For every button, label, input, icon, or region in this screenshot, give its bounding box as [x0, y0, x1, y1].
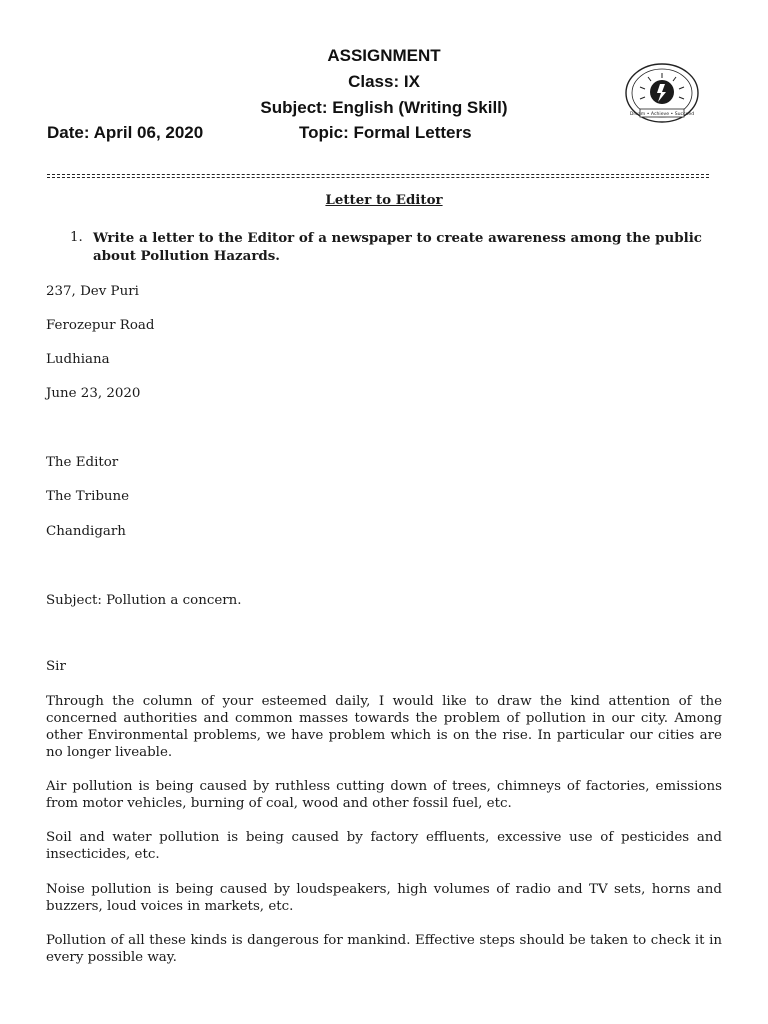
- question-number: 1.: [70, 230, 83, 245]
- topic-line: Topic: Formal Letters: [299, 123, 472, 142]
- logo-motto: Dream • Achieve • Succeed: [629, 112, 695, 118]
- body-paragraph-5: Pollution of all these kinds is dangerous for mankind. Effective steps should be taken to check it in every possible way.: [46, 933, 722, 965]
- sender-city: Ludhiana: [46, 352, 110, 367]
- question-text: Write a letter to the Editor of a newspaper to create awareness among the public about Pollution Hazards.: [93, 230, 702, 264]
- section-title: Letter to Editor: [325, 192, 443, 208]
- recipient-line-3: Chandigarh: [46, 524, 126, 539]
- recipient-line-1: The Editor: [46, 455, 119, 470]
- subject-heading: Subject: English (Writing Skill): [260, 98, 508, 117]
- letter-subject: Subject: Pollution a concern.: [46, 593, 242, 608]
- school-seal-icon: [624, 62, 700, 124]
- recipient-line-2: The Tribune: [46, 489, 130, 504]
- body-paragraph-3: Soil and water pollution is being caused by factory effluents, excessive use of pesticides and insecticides, etc.: [46, 830, 722, 862]
- salutation: Sir: [46, 659, 66, 674]
- sender-address-2: Ferozepur Road: [46, 318, 155, 333]
- school-logo: [624, 62, 700, 124]
- body-paragraph-2: Air pollution is being caused by ruthless cutting down of trees, chimneys of factories, emissions from motor vehicles, burning of coal, wood and other fossil fuel, etc.: [46, 779, 722, 811]
- sender-address-1: 237, Dev Puri: [46, 284, 139, 299]
- date-line: Date: April 06, 2020: [47, 123, 204, 142]
- letter-date: June 23, 2020: [46, 386, 141, 401]
- body-paragraph-1: Through the column of your esteemed daily, I would like to draw the kind attention of the concerned authorities and common masses towards the problem of pollution in our city. Among other Environmental problems, we have problem which is on the rise. In particular our cities are no longer liveable.: [46, 694, 722, 760]
- class-line: Class: IX: [348, 72, 420, 91]
- assignment-title: ASSIGNMENT: [327, 46, 441, 65]
- divider-line: [47, 174, 709, 178]
- body-paragraph-4: Noise pollution is being caused by loudspeakers, high volumes of radio and TV sets, horns and buzzers, loud voices in markets, etc.: [46, 882, 722, 914]
